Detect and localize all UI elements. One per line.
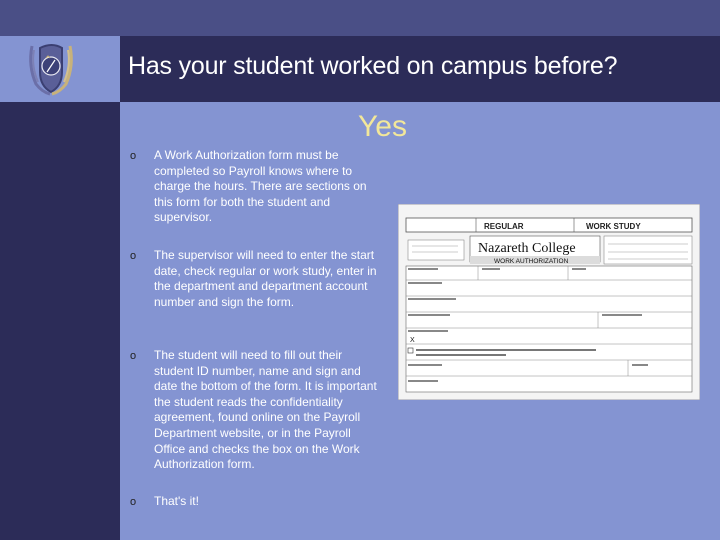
college-name: Nazareth College: [478, 241, 576, 256]
bullet-marker-icon: o: [130, 250, 137, 262]
slide-subtitle: Yes: [358, 110, 407, 143]
bullet-text: That's it!: [154, 494, 199, 508]
bullet-text: The supervisor will need to enter the start date, check regular or work study, enter in the department and department account number and sign the form.: [154, 248, 377, 309]
sidebar: [0, 102, 120, 540]
page-title: Has your student worked on campus before?: [128, 52, 618, 80]
bullet-marker-icon: o: [130, 350, 137, 362]
regular-label: REGULAR: [484, 222, 524, 231]
form-name: WORK AUTHORIZATION: [494, 258, 569, 265]
bullet-marker-icon: o: [130, 150, 137, 162]
work-study-label: WORK STUDY: [586, 222, 641, 231]
logo-panel: [0, 36, 120, 102]
bullet-marker-icon: o: [130, 496, 137, 508]
bullet-text: The student will need to fill out their student ID number, name and sign and date the bottom of the form. It is important the student reads the confidentiality agreement, found online on the Payroll Department website, or in the Payroll Office and checks the box on the Work Authorization form.: [154, 348, 377, 472]
work-authorization-form-image: [398, 204, 700, 400]
signature-x-mark: X: [410, 337, 415, 344]
shield-crest-icon: [0, 36, 120, 102]
top-band: [0, 0, 720, 36]
bullet-text: A Work Authorization form must be completed so Payroll knows where to charge the hours. There are sections on this form for both the student and supervisor.: [154, 148, 367, 225]
